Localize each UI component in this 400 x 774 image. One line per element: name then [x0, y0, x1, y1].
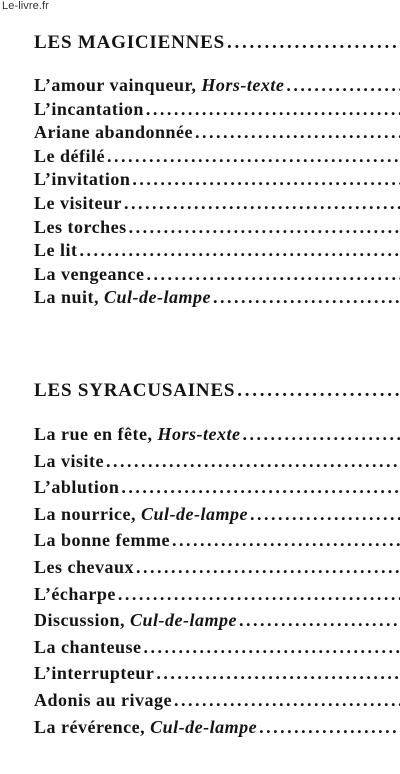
- entry-label: [34, 193, 122, 214]
- dot-leader: [170, 530, 400, 551]
- dot-leader: [127, 217, 400, 238]
- toc-entry: [34, 557, 400, 581]
- entry-label: [34, 530, 170, 551]
- section-title: LES SYRACUSAINES: [34, 380, 236, 401]
- dot-leader: [78, 240, 400, 261]
- section-heading: [34, 32, 400, 54]
- entry-label: [34, 287, 211, 308]
- entry-title: La nourrice,: [34, 503, 141, 524]
- entry-title: Les chevaux: [34, 557, 134, 577]
- entry-label: [34, 99, 144, 120]
- dot-leader: [193, 122, 400, 143]
- entry-title: La chanteuse: [34, 636, 142, 657]
- toc-entry: [34, 217, 400, 241]
- entry-title: La révérence,: [34, 716, 151, 737]
- entry-label: [34, 637, 142, 658]
- entry-title: L’interrupteur: [34, 663, 155, 684]
- toc-entry: [34, 287, 400, 311]
- entry-label: [34, 504, 248, 525]
- dot-leader: [142, 637, 400, 658]
- toc-entry: [34, 637, 400, 661]
- toc-entry: [34, 169, 400, 193]
- entry-title: La visite: [34, 450, 104, 471]
- dot-leader: [130, 169, 400, 190]
- toc-entry: [34, 264, 400, 288]
- dot-leader: [225, 32, 400, 54]
- entry-title: L’ablution: [34, 477, 120, 498]
- toc-entry: [34, 75, 400, 99]
- entry-note: Cul-de-lampe: [141, 503, 248, 524]
- entry-label: [34, 557, 134, 578]
- entry-title: L’amour vainqueur,: [34, 75, 202, 95]
- watermark: Le-livre.fr: [2, 0, 49, 12]
- toc-entry: [34, 146, 400, 170]
- toc-entry: [34, 690, 400, 714]
- entry-label: [34, 610, 237, 631]
- dot-leader: [116, 584, 400, 605]
- entry-title: La bonne femme: [34, 530, 170, 551]
- dot-leader: [284, 75, 400, 96]
- dot-leader: [144, 264, 400, 285]
- dot-leader: [240, 424, 400, 445]
- entry-title: Le lit: [34, 240, 78, 261]
- entry-title: L’écharpe: [34, 583, 116, 604]
- toc-entry: [34, 530, 400, 554]
- entry-note: Cul-de-lampe: [150, 716, 258, 737]
- toc-entry: [34, 504, 400, 528]
- entry-note: Hors-texte: [157, 424, 241, 444]
- toc-entry: [34, 99, 400, 123]
- entry-title: L’invitation: [34, 169, 131, 190]
- section-title: LES MAGICIENNES: [34, 32, 225, 53]
- entry-label: [34, 451, 104, 472]
- entry-label: [34, 663, 154, 684]
- toc-entry: [34, 477, 400, 501]
- entry-note: Cul-de-lampe: [104, 287, 212, 308]
- dot-leader: [257, 717, 400, 738]
- toc-entry: [34, 193, 400, 217]
- entry-title: Les torches: [34, 216, 127, 237]
- entry-note: Cul-de-lampe: [130, 610, 238, 631]
- dot-leader: [235, 380, 400, 402]
- entry-label: [34, 240, 78, 261]
- entry-label: [34, 690, 172, 711]
- entry-label: [34, 217, 127, 238]
- entry-label: [34, 146, 105, 167]
- toc-entry: [34, 240, 400, 264]
- entry-label: [34, 717, 257, 738]
- entry-note: Hors-texte: [201, 75, 285, 95]
- entry-label: [34, 584, 116, 605]
- entry-label: [34, 264, 144, 285]
- entry-title: Ariane abandonnée: [34, 122, 194, 143]
- dot-leader: [144, 99, 400, 120]
- entry-label: [34, 169, 130, 190]
- entry-title: L’incantation: [34, 98, 144, 119]
- entry-title: Discussion,: [34, 610, 131, 631]
- toc-entry: [34, 122, 400, 146]
- toc-entry: [34, 663, 400, 687]
- entry-label: [34, 477, 119, 498]
- entry-label: [34, 424, 240, 445]
- entry-title: Adonis au rivage: [34, 690, 173, 710]
- dot-leader: [104, 451, 400, 472]
- entry-title: La vengeance: [34, 263, 145, 284]
- entry-title: Le défilé: [34, 145, 105, 166]
- dot-leader: [122, 193, 400, 214]
- dot-leader: [211, 287, 400, 308]
- toc-entry: [34, 584, 400, 608]
- toc-entry: [34, 610, 400, 634]
- dot-leader: [134, 557, 400, 578]
- entry-title: Le visiteur: [34, 193, 122, 213]
- section-heading: [34, 380, 400, 402]
- toc-entry: [34, 451, 400, 475]
- dot-leader: [119, 477, 400, 498]
- dot-leader: [154, 663, 400, 684]
- dot-leader: [172, 690, 400, 711]
- entry-title: La nuit,: [34, 287, 105, 308]
- entry-title: La rue en fête,: [34, 424, 158, 444]
- dot-leader: [248, 504, 400, 525]
- entry-label: [34, 122, 193, 143]
- entry-label: [34, 75, 284, 96]
- toc-entry: [34, 717, 400, 741]
- dot-leader: [105, 146, 400, 167]
- toc-entry: [34, 424, 400, 448]
- dot-leader: [237, 610, 400, 631]
